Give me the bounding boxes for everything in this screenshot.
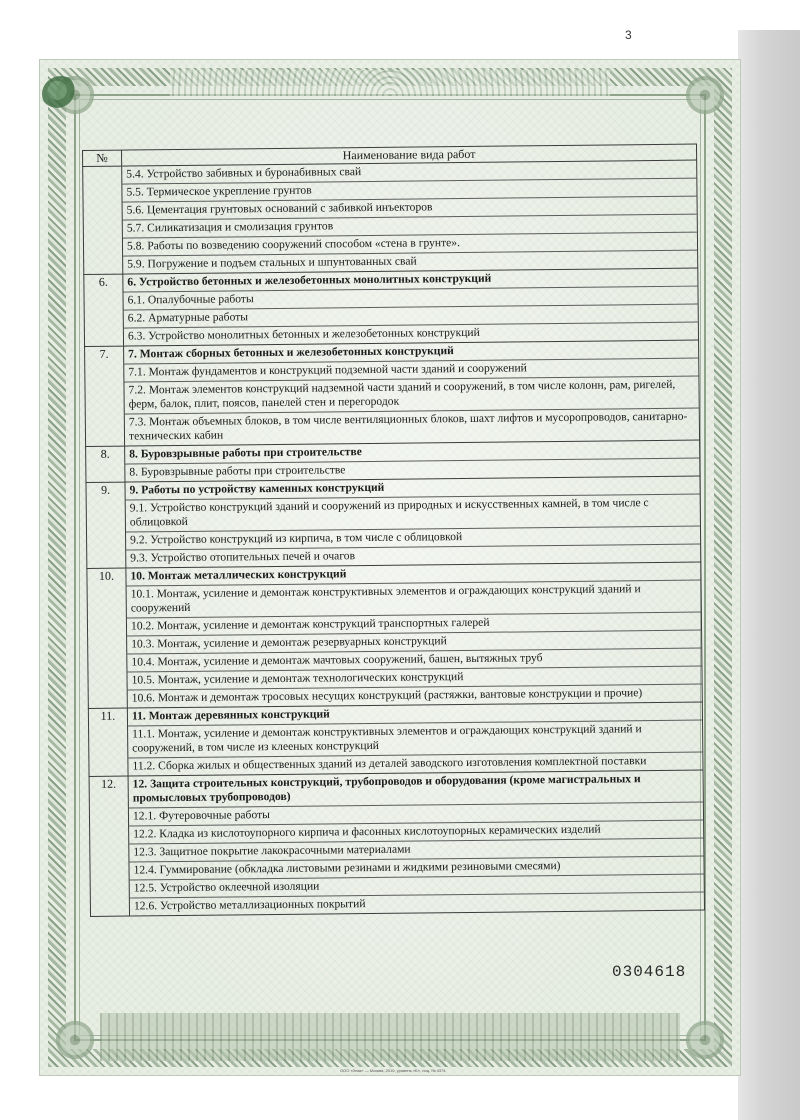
section-number: 12. — [89, 776, 129, 916]
page-number: 3 — [625, 28, 632, 42]
works-table-body — [83, 160, 705, 916]
work-item: 10.3. Монтаж, усиление и демонтаж резервуарных конструкций — [127, 630, 701, 654]
section-content — [127, 702, 703, 776]
work-item: 5.4. Устройство забивных и буронабивных свай — [126, 165, 362, 181]
work-item: 12.4. Гуммирование (обкладка листовыми резинами и жидкими резиновыми смесями) — [129, 856, 703, 880]
work-item: 7.2. Монтаж элементов конструкций надземной части зданий и сооружений, в том числе колонн, рам, ригелей, ферм, балок, плит, поясов, панелей стен и перегородок — [124, 376, 698, 414]
work-item: 5.5. Термическое укрепление грунтов — [122, 178, 696, 202]
table-row — [88, 702, 703, 776]
section-content — [123, 268, 699, 346]
work-item: 6.2. Арматурные работы — [124, 304, 698, 328]
section-number: 8. — [86, 446, 125, 482]
section-content — [125, 476, 701, 568]
section-heading: 9. Работы по устройству каменных конструкций — [129, 480, 385, 497]
section-number — [83, 166, 123, 274]
header-work-name: Наименование вида работ — [122, 144, 697, 166]
work-item: 11.2. Сборка жилых и общественных зданий из деталей заводского изготовления комплектной поставки — [128, 752, 702, 776]
section-number: 7. — [85, 346, 125, 446]
section-number: 11. — [88, 708, 128, 776]
work-item: 10.1. Монтаж, усиление и демонтаж конструктивных элементов и ограждающих конструкций зданий и сооружений — [127, 580, 701, 618]
work-item: 9.1. Устройство конструкций зданий и сооружений из природных и искусственных камней, в том числе с облицовкой — [126, 494, 700, 532]
work-item: 10.2. Монтаж, усиление и демонтаж конструкций транспортных галерей — [127, 612, 701, 636]
section-content — [124, 340, 700, 446]
top-ornament — [170, 70, 610, 96]
work-item: 10.5. Монтаж, усиление и демонтаж технологических конструкций — [127, 666, 701, 690]
work-item: 6.1. Опалубочные работы — [123, 286, 697, 310]
work-item: 12.2. Кладка из кислотоупорного кирпича и фасонных кислотоупорных керамических изделий — [129, 820, 703, 844]
work-item: 12.6. Устройство металлизационных покрытий — [130, 892, 704, 916]
bottom-ornament — [100, 1013, 680, 1061]
table-row — [89, 770, 704, 916]
work-item: 9.2. Устройство конструкций из кирпича, в том числе с облицовкой — [126, 526, 700, 550]
work-item: 7.1. Монтаж фундаментов и конструкций подземной части зданий и сооружений — [124, 358, 698, 382]
section-content — [122, 160, 698, 274]
serial-number: 0304618 — [612, 963, 687, 981]
work-item: 6.3. Устройство монолитных бетонных и железобетонных конструкций — [124, 322, 698, 346]
section-content — [128, 770, 704, 916]
table-row — [84, 268, 699, 346]
work-item: 12.1. Футеровочные работы — [129, 802, 703, 826]
table-row — [87, 562, 702, 708]
header-number: № — [83, 150, 122, 166]
section-content — [125, 440, 700, 482]
corner-ornament — [670, 1005, 740, 1075]
table-row — [83, 160, 698, 274]
work-item: 5.6. Цементация грунтовых оснований с забивкой инъекторов — [123, 196, 697, 220]
section-heading: 12. Защита строительных конструкций, трубопроводов и оборудования (кроме магистральных и промысловых трубопроводов) — [132, 772, 641, 805]
work-item: 7.3. Монтаж объемных блоков, в том числе вентиляционных блоков, шахт лифтов и мусоропроводов, санитарно-технических кабин — [125, 408, 699, 446]
paper-clip-icon — [42, 76, 80, 112]
work-item: 9.3. Устройство отопительных печей и очагов — [126, 544, 700, 568]
section-heading: 10. Монтаж металлических конструкций — [130, 567, 347, 583]
work-item: 12.5. Устройство оклеечной изоляции — [130, 874, 704, 898]
work-item: 5.7. Силикатизация и смолизация грунтов — [123, 214, 697, 238]
section-content — [126, 562, 702, 708]
work-item: 8. Буровзрывные работы при строительстве — [125, 458, 699, 482]
section-heading: 8. Буровзрывные работы при строительстве — [129, 445, 362, 461]
corner-ornament — [670, 60, 740, 130]
works-table — [82, 144, 705, 917]
table-row — [86, 476, 701, 568]
work-item: 11.1. Монтаж, усиление и демонтаж конструктивных элементов и ограждающих конструкций зданий и сооружений, в том числе из клееных конструкций — [128, 720, 702, 758]
work-item: 5.9. Погружение и подъем стальных и шпунтованных свай — [123, 250, 697, 274]
section-number: 9. — [86, 482, 126, 568]
section-heading: 6. Устройство бетонных и железобетонных монолитных конструкций — [127, 271, 492, 289]
section-number: 6. — [84, 274, 124, 346]
work-item: 10.6. Монтаж и демонтаж тросовых несущих конструкций (растяжки, вантовые конструкции и прочие) — [128, 684, 702, 708]
scanner-edge — [738, 30, 800, 1120]
section-heading: 7. Монтаж сборных бетонных и железобетонных конструкций — [128, 344, 454, 361]
printer-imprint: ООО «Знак» — Москва, 2010, уровень «Б», лиц. № 4374 — [340, 1068, 446, 1073]
work-item: 10.4. Монтаж, усиление и демонтаж мачтовых сооружений, башен, вытяжных труб — [127, 648, 701, 672]
section-heading: 11. Монтаж деревянных конструкций — [131, 707, 330, 723]
section-number: 10. — [87, 568, 127, 708]
work-item: 12.3. Защитное покрытие лакокрасочными материалами — [129, 838, 703, 862]
work-item: 5.8. Работы по возведению сооружений способом «стена в грунте». — [123, 232, 697, 256]
table-row — [85, 340, 700, 446]
